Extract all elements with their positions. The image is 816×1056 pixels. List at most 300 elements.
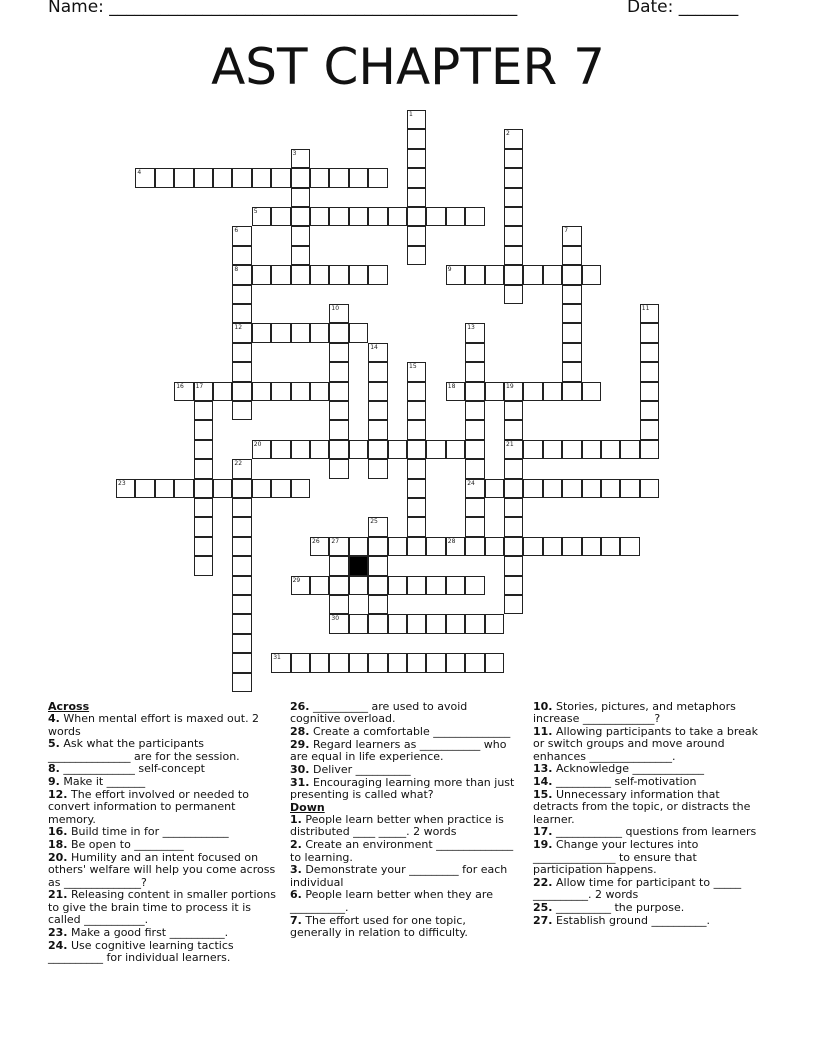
clue-number: 23. bbox=[48, 925, 68, 939]
grid-cell[interactable] bbox=[329, 459, 348, 478]
grid-cell[interactable] bbox=[640, 401, 659, 420]
grid-cell[interactable] bbox=[368, 343, 387, 362]
grid-cell[interactable] bbox=[329, 401, 348, 420]
grid-cell[interactable] bbox=[329, 265, 348, 284]
grid-clue-number: 13 bbox=[467, 324, 475, 332]
clue-across-12 bbox=[48, 789, 284, 826]
grid-cell[interactable] bbox=[504, 537, 523, 556]
grid-cell[interactable] bbox=[116, 479, 135, 498]
clue-number: 18. bbox=[48, 838, 68, 852]
grid-cell[interactable] bbox=[252, 323, 271, 342]
page-title: AST CHAPTER 7 bbox=[211, 38, 605, 96]
grid-cell[interactable] bbox=[465, 479, 484, 498]
grid-cell[interactable] bbox=[349, 440, 368, 459]
grid-cell[interactable] bbox=[620, 537, 639, 556]
grid-cell[interactable] bbox=[252, 207, 271, 226]
grid-cell[interactable] bbox=[640, 304, 659, 323]
grid-cell[interactable] bbox=[368, 265, 387, 284]
grid-cell[interactable] bbox=[310, 440, 329, 459]
grid-cell[interactable] bbox=[368, 517, 387, 536]
grid-cell[interactable] bbox=[349, 168, 368, 187]
clue-text: Unnecessary information that detracts from the topic, or distracts the learner. bbox=[533, 788, 751, 826]
grid-cell[interactable] bbox=[446, 382, 465, 401]
grid-cell[interactable] bbox=[640, 479, 659, 498]
clue-across-16 bbox=[48, 826, 284, 838]
grid-cell[interactable] bbox=[194, 537, 213, 556]
grid-cell[interactable] bbox=[291, 168, 310, 187]
grid-cell[interactable] bbox=[562, 382, 581, 401]
grid-cell[interactable] bbox=[232, 459, 251, 478]
grid-cell[interactable] bbox=[504, 498, 523, 517]
grid-cell[interactable] bbox=[562, 479, 581, 498]
grid-cell[interactable] bbox=[291, 323, 310, 342]
grid-cell[interactable] bbox=[407, 653, 426, 672]
clue-text: The effort involved or needed to convert information to permanent memory. bbox=[48, 788, 249, 826]
grid-cell[interactable] bbox=[446, 653, 465, 672]
grid-cell[interactable] bbox=[291, 188, 310, 207]
grid-cell[interactable] bbox=[368, 537, 387, 556]
grid-cell[interactable] bbox=[504, 576, 523, 595]
grid-cell[interactable] bbox=[485, 265, 504, 284]
grid-cell[interactable] bbox=[271, 168, 290, 187]
grid-cell[interactable] bbox=[504, 285, 523, 304]
clue-number: 12. bbox=[48, 788, 68, 802]
grid-cell[interactable] bbox=[465, 537, 484, 556]
grid-cell[interactable] bbox=[232, 537, 251, 556]
grid-cell[interactable] bbox=[407, 382, 426, 401]
grid-clue-number: 4 bbox=[137, 169, 142, 177]
grid-cell[interactable] bbox=[310, 537, 329, 556]
grid-cell[interactable] bbox=[523, 382, 542, 401]
grid-cell[interactable] bbox=[368, 614, 387, 633]
grid-cell[interactable] bbox=[504, 149, 523, 168]
grid-cell[interactable] bbox=[329, 653, 348, 672]
grid-cell[interactable] bbox=[329, 343, 348, 362]
grid-cell[interactable] bbox=[601, 537, 620, 556]
grid-cell[interactable] bbox=[232, 246, 251, 265]
grid-cell[interactable] bbox=[523, 265, 542, 284]
grid-cell[interactable] bbox=[232, 614, 251, 633]
grid-cell[interactable] bbox=[407, 362, 426, 381]
grid-cell[interactable] bbox=[562, 537, 581, 556]
grid-cell[interactable] bbox=[543, 265, 562, 284]
grid-cell[interactable] bbox=[504, 168, 523, 187]
grid-cell[interactable] bbox=[504, 420, 523, 439]
grid-cell[interactable] bbox=[232, 595, 251, 614]
grid-cell[interactable] bbox=[232, 382, 251, 401]
grid-cell[interactable] bbox=[407, 498, 426, 517]
grid-cell[interactable] bbox=[465, 420, 484, 439]
grid-cell[interactable] bbox=[232, 285, 251, 304]
clue-across-23 bbox=[48, 927, 284, 939]
grid-cell[interactable] bbox=[329, 556, 348, 575]
grid-cell[interactable] bbox=[194, 382, 213, 401]
grid-cell[interactable] bbox=[310, 382, 329, 401]
clue-number: 1. bbox=[290, 813, 302, 827]
grid-cell[interactable] bbox=[504, 595, 523, 614]
grid-cell[interactable] bbox=[329, 614, 348, 633]
grid-cell[interactable] bbox=[465, 498, 484, 517]
grid-cell[interactable] bbox=[465, 382, 484, 401]
grid-cell[interactable] bbox=[232, 653, 251, 672]
grid-cell[interactable] bbox=[194, 479, 213, 498]
grid-cell[interactable] bbox=[252, 382, 271, 401]
grid-cell[interactable] bbox=[582, 537, 601, 556]
grid-cell[interactable] bbox=[194, 459, 213, 478]
grid-cell[interactable] bbox=[232, 498, 251, 517]
clue-across-21 bbox=[48, 889, 284, 926]
grid-cell[interactable] bbox=[465, 207, 484, 226]
grid-cell[interactable] bbox=[465, 576, 484, 595]
grid-cell[interactable] bbox=[388, 576, 407, 595]
clue-number: 17. bbox=[533, 825, 553, 839]
grid-cell[interactable] bbox=[407, 517, 426, 536]
grid-cell[interactable] bbox=[232, 304, 251, 323]
grid-cell[interactable] bbox=[446, 440, 465, 459]
grid-cell[interactable] bbox=[485, 653, 504, 672]
clue-number: 7. bbox=[290, 913, 302, 927]
grid-cell[interactable] bbox=[407, 129, 426, 148]
grid-cell[interactable] bbox=[271, 265, 290, 284]
grid-cell[interactable] bbox=[174, 479, 193, 498]
grid-cell[interactable] bbox=[232, 479, 251, 498]
grid-cell[interactable] bbox=[582, 265, 601, 284]
grid-cell[interactable] bbox=[388, 207, 407, 226]
grid-cell[interactable] bbox=[582, 382, 601, 401]
grid-cell[interactable] bbox=[368, 401, 387, 420]
grid-cell[interactable] bbox=[562, 323, 581, 342]
grid-cell[interactable] bbox=[562, 285, 581, 304]
grid-cell[interactable] bbox=[582, 440, 601, 459]
grid-cell[interactable] bbox=[349, 265, 368, 284]
grid-cell[interactable] bbox=[194, 401, 213, 420]
grid-cell[interactable] bbox=[562, 265, 581, 284]
grid-cell[interactable] bbox=[232, 265, 251, 284]
grid-cell[interactable] bbox=[446, 537, 465, 556]
grid-cell[interactable] bbox=[291, 246, 310, 265]
grid-cell[interactable] bbox=[407, 110, 426, 129]
grid-cell[interactable] bbox=[349, 207, 368, 226]
grid-clue-number: 27 bbox=[331, 537, 340, 545]
grid-cell[interactable] bbox=[310, 207, 329, 226]
grid-cell[interactable] bbox=[388, 440, 407, 459]
grid-cell[interactable] bbox=[232, 323, 251, 342]
grid-cell[interactable] bbox=[329, 304, 348, 323]
grid-cell[interactable] bbox=[368, 420, 387, 439]
grid-cell[interactable] bbox=[194, 440, 213, 459]
grid-cell[interactable] bbox=[543, 479, 562, 498]
grid-cell[interactable] bbox=[504, 556, 523, 575]
grid-cell[interactable] bbox=[640, 343, 659, 362]
grid-cell[interactable] bbox=[640, 382, 659, 401]
grid-cell[interactable] bbox=[368, 362, 387, 381]
grid-cell[interactable] bbox=[640, 440, 659, 459]
grid-cell[interactable] bbox=[407, 479, 426, 498]
grid-cell[interactable] bbox=[446, 614, 465, 633]
grid-cell[interactable] bbox=[543, 537, 562, 556]
grid-cell[interactable] bbox=[523, 440, 542, 459]
grid-cell[interactable] bbox=[291, 207, 310, 226]
grid-cell[interactable] bbox=[329, 362, 348, 381]
grid-cell[interactable] bbox=[213, 168, 232, 187]
grid-cell[interactable] bbox=[174, 382, 193, 401]
grid-cell[interactable] bbox=[368, 556, 387, 575]
clue-across-31 bbox=[290, 777, 520, 802]
clue-down-27 bbox=[533, 915, 765, 927]
grid-cell[interactable] bbox=[329, 382, 348, 401]
grid-cell[interactable] bbox=[407, 459, 426, 478]
grid-cell[interactable] bbox=[232, 343, 251, 362]
grid-cell[interactable] bbox=[194, 556, 213, 575]
grid-cell[interactable] bbox=[640, 420, 659, 439]
grid-cell[interactable] bbox=[543, 382, 562, 401]
grid-cell[interactable] bbox=[601, 440, 620, 459]
grid-cell[interactable] bbox=[252, 265, 271, 284]
grid-cell[interactable] bbox=[310, 265, 329, 284]
clue-text: Establish ground __________. bbox=[552, 913, 710, 927]
grid-cell[interactable] bbox=[407, 149, 426, 168]
grid-cell[interactable] bbox=[407, 576, 426, 595]
grid-cell[interactable] bbox=[465, 265, 484, 284]
grid-cell[interactable] bbox=[310, 323, 329, 342]
grid-cell[interactable] bbox=[271, 207, 290, 226]
grid-cell[interactable] bbox=[562, 362, 581, 381]
grid-cell[interactable] bbox=[232, 556, 251, 575]
grid-cell[interactable] bbox=[155, 479, 174, 498]
clue-number: 14. bbox=[533, 775, 553, 789]
grid-cell[interactable] bbox=[349, 653, 368, 672]
grid-cell[interactable] bbox=[465, 653, 484, 672]
grid-cell[interactable] bbox=[368, 653, 387, 672]
grid-cell[interactable] bbox=[504, 382, 523, 401]
grid-cell[interactable] bbox=[504, 246, 523, 265]
grid-cell[interactable] bbox=[620, 479, 639, 498]
clue-number: 22. bbox=[533, 875, 553, 889]
grid-cell[interactable] bbox=[426, 207, 445, 226]
grid-cell[interactable] bbox=[504, 226, 523, 245]
grid-cell[interactable] bbox=[271, 323, 290, 342]
grid-cell[interactable] bbox=[504, 401, 523, 420]
grid-cell[interactable] bbox=[349, 323, 368, 342]
grid-cell[interactable] bbox=[407, 440, 426, 459]
grid-clue-number: 22 bbox=[234, 460, 243, 468]
clue-text: Create an environment ______________ to learning. bbox=[290, 838, 514, 864]
grid-cell[interactable] bbox=[485, 537, 504, 556]
grid-cell[interactable] bbox=[310, 653, 329, 672]
grid-cell[interactable] bbox=[291, 226, 310, 245]
grid-cell[interactable] bbox=[504, 129, 523, 148]
grid-cell[interactable] bbox=[601, 479, 620, 498]
grid-cell[interactable] bbox=[329, 440, 348, 459]
grid-cell[interactable] bbox=[213, 382, 232, 401]
clues-column-3 bbox=[533, 701, 765, 927]
grid-cell[interactable] bbox=[291, 479, 310, 498]
grid-cell[interactable] bbox=[523, 479, 542, 498]
name-field[interactable]: Name: ________________________________________________ bbox=[48, 0, 518, 17]
grid-cell[interactable] bbox=[407, 614, 426, 633]
grid-cell[interactable] bbox=[504, 265, 523, 284]
grid-cell[interactable] bbox=[407, 207, 426, 226]
grid-cell[interactable] bbox=[135, 479, 154, 498]
clue-down-17 bbox=[533, 826, 765, 838]
grid-cell[interactable] bbox=[426, 653, 445, 672]
grid-cell[interactable] bbox=[329, 576, 348, 595]
grid-cell[interactable] bbox=[213, 479, 232, 498]
clue-text: Regard learners as ___________ who are equal in life experience. bbox=[290, 737, 507, 764]
date-field[interactable]: Date: _______ bbox=[627, 0, 739, 17]
grid-clue-number: 2 bbox=[506, 130, 510, 138]
grid-cell[interactable] bbox=[368, 382, 387, 401]
grid-cell[interactable] bbox=[329, 537, 348, 556]
grid-cell[interactable] bbox=[446, 265, 465, 284]
grid-cell[interactable] bbox=[485, 479, 504, 498]
clue-across-9 bbox=[48, 776, 284, 788]
grid-cell[interactable] bbox=[388, 653, 407, 672]
grid-cell[interactable] bbox=[271, 653, 290, 672]
grid-cell[interactable] bbox=[194, 168, 213, 187]
grid-cell[interactable] bbox=[388, 614, 407, 633]
grid-cell[interactable] bbox=[232, 401, 251, 420]
grid-clue-number: 6 bbox=[234, 227, 239, 235]
clue-number: 27. bbox=[533, 913, 553, 927]
grid-cell[interactable] bbox=[504, 440, 523, 459]
grid-cell[interactable] bbox=[620, 440, 639, 459]
grid-cell[interactable] bbox=[310, 576, 329, 595]
grid-cell[interactable] bbox=[562, 343, 581, 362]
grid-cell[interactable] bbox=[562, 440, 581, 459]
clue-text: Demonstrate your _________ for each individual bbox=[290, 863, 508, 889]
grid-cell[interactable] bbox=[504, 517, 523, 536]
grid-cell[interactable] bbox=[465, 459, 484, 478]
grid-cell[interactable] bbox=[329, 323, 348, 342]
grid-cell[interactable] bbox=[407, 226, 426, 245]
grid-cell[interactable] bbox=[407, 420, 426, 439]
grid-cell[interactable] bbox=[291, 265, 310, 284]
grid-cell[interactable] bbox=[446, 207, 465, 226]
grid-cell[interactable] bbox=[407, 168, 426, 187]
grid-clue-number: 7 bbox=[564, 227, 569, 235]
grid-cell[interactable] bbox=[310, 168, 329, 187]
clue-down-10 bbox=[533, 701, 765, 726]
grid-cell[interactable] bbox=[329, 207, 348, 226]
grid-cell[interactable] bbox=[194, 420, 213, 439]
grid-cell[interactable] bbox=[232, 576, 251, 595]
grid-cell[interactable] bbox=[232, 168, 251, 187]
grid-cell[interactable] bbox=[504, 207, 523, 226]
grid-clue-number: 21 bbox=[506, 440, 514, 448]
grid-cell[interactable] bbox=[291, 653, 310, 672]
grid-cell[interactable] bbox=[368, 207, 387, 226]
grid-cell[interactable] bbox=[349, 537, 368, 556]
grid-cell[interactable] bbox=[485, 614, 504, 633]
grid-cell[interactable] bbox=[252, 440, 271, 459]
grid-cell[interactable] bbox=[426, 576, 445, 595]
grid-cell[interactable] bbox=[232, 673, 251, 692]
grid-cell[interactable] bbox=[407, 537, 426, 556]
grid-cell[interactable] bbox=[407, 401, 426, 420]
grid-cell[interactable] bbox=[232, 226, 251, 245]
grid-cell[interactable] bbox=[291, 149, 310, 168]
grid-cell[interactable] bbox=[562, 226, 581, 245]
grid-cell[interactable] bbox=[155, 168, 174, 187]
grid-cell[interactable] bbox=[194, 498, 213, 517]
grid-cell[interactable] bbox=[465, 614, 484, 633]
grid-cell[interactable] bbox=[291, 382, 310, 401]
grid-cell[interactable] bbox=[349, 576, 368, 595]
grid-cell[interactable] bbox=[504, 188, 523, 207]
grid-cell[interactable] bbox=[640, 323, 659, 342]
grid-cell[interactable] bbox=[582, 479, 601, 498]
grid-cell[interactable] bbox=[368, 576, 387, 595]
grid-cell[interactable] bbox=[465, 517, 484, 536]
grid-cell[interactable] bbox=[543, 440, 562, 459]
grid-cell[interactable] bbox=[368, 459, 387, 478]
grid-cell[interactable] bbox=[135, 168, 154, 187]
clue-down-6 bbox=[290, 889, 520, 914]
grid-cell[interactable] bbox=[194, 517, 213, 536]
clue-down-7 bbox=[290, 915, 520, 940]
grid-cell[interactable] bbox=[252, 479, 271, 498]
grid-cell[interactable] bbox=[465, 440, 484, 459]
grid-cell[interactable] bbox=[504, 479, 523, 498]
grid-clue-number: 11 bbox=[641, 305, 650, 312]
grid-cell[interactable] bbox=[232, 517, 251, 536]
grid-cell[interactable] bbox=[426, 440, 445, 459]
grid-cell[interactable] bbox=[174, 168, 193, 187]
clue-text: Use cognitive learning tactics __________ for individual learners. bbox=[48, 938, 234, 964]
grid-cell[interactable] bbox=[349, 614, 368, 633]
clue-text: __________ are used to avoid cognitive overload. bbox=[290, 700, 468, 726]
grid-cell[interactable] bbox=[523, 537, 542, 556]
grid-cell[interactable] bbox=[426, 614, 445, 633]
grid-cell[interactable] bbox=[446, 576, 465, 595]
grid-cell[interactable] bbox=[291, 440, 310, 459]
grid-cell[interactable] bbox=[232, 634, 251, 653]
grid-cell[interactable] bbox=[271, 382, 290, 401]
grid-cell[interactable] bbox=[465, 362, 484, 381]
grid-cell[interactable] bbox=[252, 168, 271, 187]
clue-down-22 bbox=[533, 877, 765, 902]
grid-cell[interactable] bbox=[465, 401, 484, 420]
grid-clue-number: 5 bbox=[253, 208, 258, 215]
grid-cell[interactable] bbox=[562, 304, 581, 323]
grid-cell[interactable] bbox=[426, 537, 445, 556]
grid-cell[interactable] bbox=[368, 440, 387, 459]
clue-text: When mental effort is maxed out. 2 words bbox=[48, 712, 260, 738]
grid-cell[interactable] bbox=[271, 440, 290, 459]
grid-cell[interactable] bbox=[368, 595, 387, 614]
grid-clue-number: 29 bbox=[292, 576, 301, 584]
grid-cell[interactable] bbox=[329, 420, 348, 439]
grid-cell[interactable] bbox=[388, 537, 407, 556]
grid-cell[interactable] bbox=[291, 576, 310, 595]
grid-cell[interactable] bbox=[640, 362, 659, 381]
grid-cell[interactable] bbox=[329, 595, 348, 614]
grid-cell[interactable] bbox=[504, 459, 523, 478]
grid-cell[interactable] bbox=[232, 362, 251, 381]
grid-cell[interactable] bbox=[465, 343, 484, 362]
grid-cell[interactable] bbox=[485, 382, 504, 401]
grid-clue-number: 18 bbox=[447, 382, 456, 390]
grid-cell[interactable] bbox=[271, 479, 290, 498]
grid-cell[interactable] bbox=[562, 246, 581, 265]
grid-cell[interactable] bbox=[465, 323, 484, 342]
grid-cell[interactable] bbox=[407, 188, 426, 207]
grid-cell[interactable] bbox=[407, 246, 426, 265]
clue-across-28 bbox=[290, 726, 520, 738]
grid-cell[interactable] bbox=[329, 168, 348, 187]
grid-cell[interactable] bbox=[368, 168, 387, 187]
